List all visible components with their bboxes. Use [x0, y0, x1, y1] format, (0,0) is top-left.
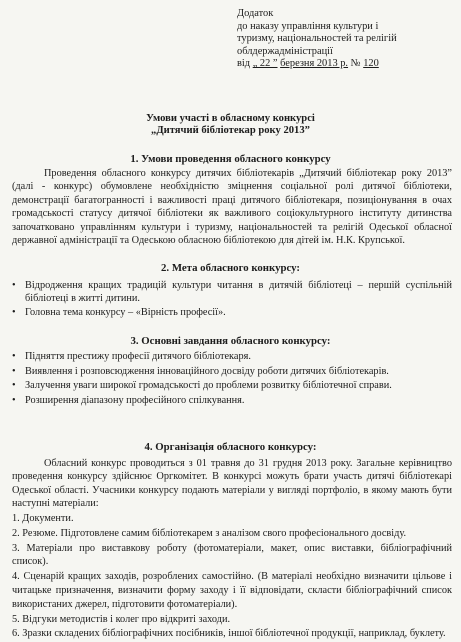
- section-4-heading: 4. Організація обласного конкурсу:: [144, 441, 317, 453]
- list-item: • Розширення діапазону професійного спілкування.: [12, 395, 452, 408]
- date-day: „ 22 ”: [252, 58, 278, 70]
- addendum-line: туризму, національностей та релігій: [237, 33, 397, 45]
- date-month: березня 2013 р.: [280, 58, 349, 70]
- addendum-block: [237, 8, 457, 71]
- title-line-2: „Дитячий бібліотекар року 2013”: [151, 125, 310, 137]
- section-3-heading: 3. Основні завдання обласного конкурсу:: [130, 335, 331, 347]
- date-prefix: від: [237, 58, 251, 70]
- list-item: 2. Резюме. Підготовлене самим бібліотекарем з аналізом свого професіонального досвіду.: [12, 527, 407, 539]
- section-1-paragraph: Проведення обласного конкурсу дитячих бібліотекарів „Дитячий бібліотекар року 2013” (далі - конкурс) обумовлене необхідністю зміцнення соціальної ролі дитячої бібліотеки, демонстрації багатогранності і важливості праці дитячого бібліотекаря, позиціонування в очах громадськості статусу дитячої бібліотеки як важливого соціокультурного інституту дитинства започатковано управлінням культури і туризму, національностей та релігій Одеської обласної державної адміністрації та Одеською обласною бібліотекою для дітей ім. Н.К. Крупської.: [12, 168, 452, 247]
- list-item: • Підняття престижу професії дитячого бібліотекаря.: [12, 351, 452, 364]
- addendum-line: до наказу управління культури і: [237, 20, 379, 32]
- addendum-title: Додаток: [237, 8, 274, 19]
- addendum-line: облдержадміністрації: [237, 45, 333, 57]
- list-item: • Залучення уваги широкої громадськості до проблеми розвитку бібліотечної справи.: [12, 380, 452, 393]
- section-3-list: [12, 351, 452, 409]
- order-date-line: [237, 58, 457, 71]
- list-item: • Головна тема конкурсу – «Вірність професії».: [12, 307, 452, 320]
- list-item: 6. Зразки складених бібліографічних посібників, іншої бібліотечної продукції, наприклад, буклету.: [12, 628, 446, 640]
- section-2-heading: 2. Мета обласного конкурсу:: [161, 262, 300, 274]
- document-title: [0, 113, 461, 138]
- section-2-list: [12, 280, 452, 322]
- list-item: 4. Сценарій кращих заходів, розроблених самостійно. (В матеріалі необхідно визначити цільове і читацьке призначення, визначити форму заходу і її відповідати, скласти бібліографічний список використаних джерел, підготовити фотоматеріали).: [12, 571, 452, 610]
- list-item: 1. Документи.: [12, 513, 74, 524]
- order-number: 120: [363, 58, 379, 70]
- list-item: • Виявлення і розповсюдження інноваційного досвіду роботи дитячих бібліотекарів.: [12, 366, 452, 379]
- list-item: 5. Відгуки методистів і колег про відкриті заходи.: [12, 613, 231, 625]
- number-prefix: №: [350, 58, 361, 70]
- section-4-list: [12, 512, 452, 642]
- title-line-1: Умови участі в обласному конкурсі: [146, 113, 315, 124]
- section-4-paragraph: Обласний конкурс проводиться з 01 травня до 31 грудня 2013 року. Загальне керівництво проведення конкурсу здійснює Оргкомітет. В конкурсі можуть брати участь дитячі бібліотекарі Одеської області. Учасники конкурсу подають матеріали у вигляді портфоліо, в якому мають бути наступні матеріали:: [12, 458, 452, 510]
- list-item: 3. Матеріали про виставкову роботу (фотоматеріали, макет, опис виставки, бібліографічний список).: [12, 542, 452, 568]
- list-item: • Відродження кращих традицій культури читання в дитячій бібліотеці – першій суспільній бібліотеці в житті дитини.: [12, 280, 452, 305]
- section-1-heading: 1. Умови проведення обласного конкурсу: [130, 153, 331, 165]
